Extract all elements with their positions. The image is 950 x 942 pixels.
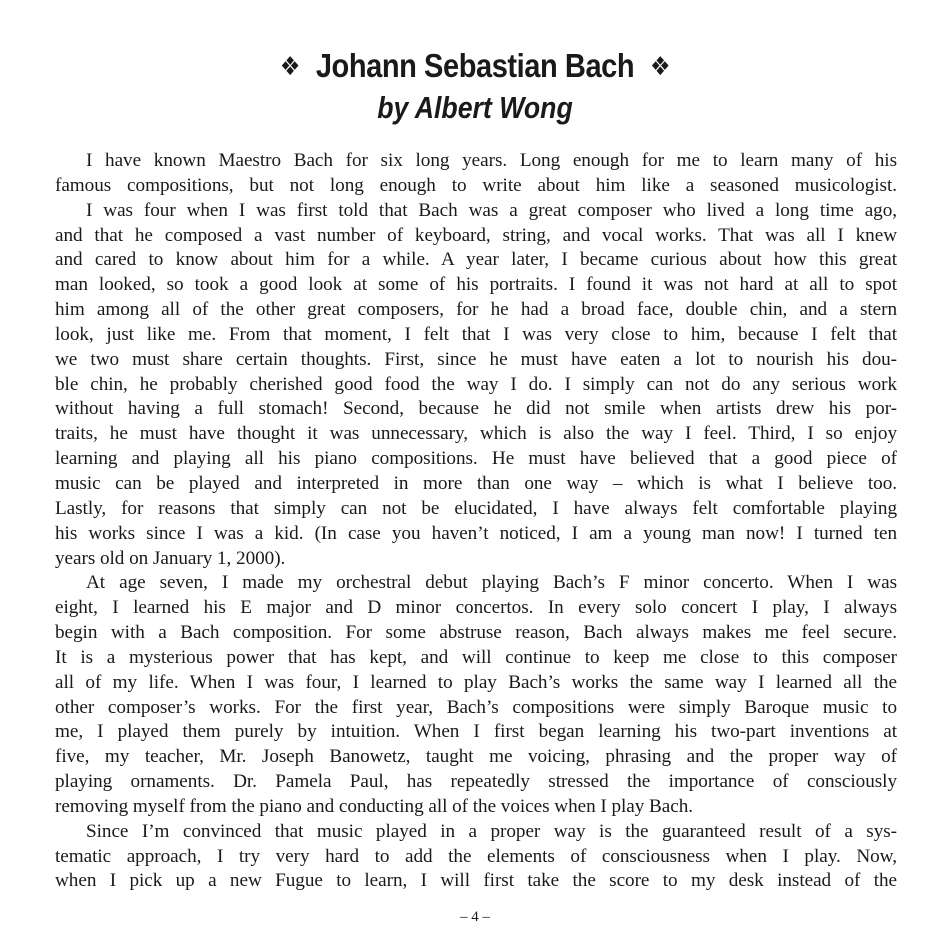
body-line: when I pick up a new Fugue to learn, I will first take the score to my desk instead of the <box>55 870 897 892</box>
body-line: and that he composed a vast number of keyboard, string, and vocal works. That was all I knew <box>55 224 897 246</box>
body-line: I was four when I was first told that Bach was a great composer who lived a long time ago, <box>86 199 897 221</box>
body-line: other composer’s works. For the first year, Bach’s compositions were simply Baroque music to <box>55 696 897 718</box>
article-title <box>57 46 893 86</box>
body-line: tematic approach, I try very hard to add the elements of consciousness when I play. Now, <box>55 845 897 867</box>
body-line: and cared to know about him for a while. A year later, I became curious about how this great <box>55 249 897 271</box>
article-body <box>55 149 897 894</box>
body-line: At age seven, I made my orchestral debut playing Bach’s F minor concerto. When I was <box>86 572 897 594</box>
body-line: Lastly, for reasons that simply can not be elucidated, I have always felt comfortable playing <box>55 497 897 519</box>
body-line: his works since I was a kid. (In case you haven’t noticed, I am a young man now! I turned ten <box>55 522 897 544</box>
body-line: Since I’m convinced that music played in a proper way is the guaranteed result of a sys- <box>86 820 897 842</box>
ornament-left-icon: ❖ <box>279 51 300 81</box>
body-line: begin with a Bach composition. For some abstruse reason, Bach always makes me feel secure. <box>55 622 897 644</box>
article-byline: by Albert Wong <box>377 90 573 125</box>
body-line: removing myself from the piano and conducting all of the voices when I play Bach. <box>55 795 694 817</box>
body-line: man looked, so took a good look at some of his portraits. I found it was not hard at all to spot <box>55 274 897 296</box>
body-line: all of my life. When I was four, I learned to play Bach’s works the same way I learned all the <box>55 671 897 693</box>
body-line: me, I played them purely by intuition. When I first began learning his two-part inventions at <box>55 721 897 743</box>
body-line: I have known Maestro Bach for six long years. Long enough for me to learn many of his <box>86 150 897 171</box>
body-line: look, just like me. From that moment, I felt that I was very close to him, because I felt that <box>55 323 897 345</box>
body-line: eight, I learned his E major and D minor concertos. In every solo concert I play, I always <box>55 597 897 619</box>
title-text: Johann Sebastian Bach <box>315 47 635 84</box>
body-line: music can be played and interpreted in more than one way – which is what I believe too. <box>55 472 897 494</box>
body-line: traits, he must have thought it was unnecessary, which is also the way I feel. Third, I so enjoy <box>55 423 897 445</box>
body-line: learning and playing all his piano compositions. He must have believed that a good piece of <box>55 448 897 470</box>
body-line: years old on January 1, 2000). <box>55 547 286 569</box>
body-line: five, my teacher, Mr. Joseph Banowetz, taught me voicing, phrasing and the proper way of <box>55 746 897 768</box>
body-line: famous compositions, but not long enough to write about him like a seasoned musicologist. <box>55 174 897 196</box>
body-line: him among all of the other great composers, for he had a broad face, double chin, and a stern <box>55 299 897 321</box>
page-number: – 4 – <box>460 909 490 925</box>
body-line: It is a mysterious power that has kept, and will continue to keep me close to this composer <box>55 646 897 668</box>
body-line: playing ornaments. Dr. Pamela Paul, has repeatedly stressed the importance of consciously <box>55 771 897 793</box>
ornament-right-icon: ❖ <box>650 51 671 81</box>
body-line: we two must share certain thoughts. First, since he must have eaten a lot to nourish his dou- <box>55 348 897 370</box>
body-line: ble chin, he probably cherished good food the way I do. I simply can not do any serious work <box>55 373 897 395</box>
body-line: without having a full stomach! Second, because he did not smile when artists drew his por- <box>55 398 897 420</box>
